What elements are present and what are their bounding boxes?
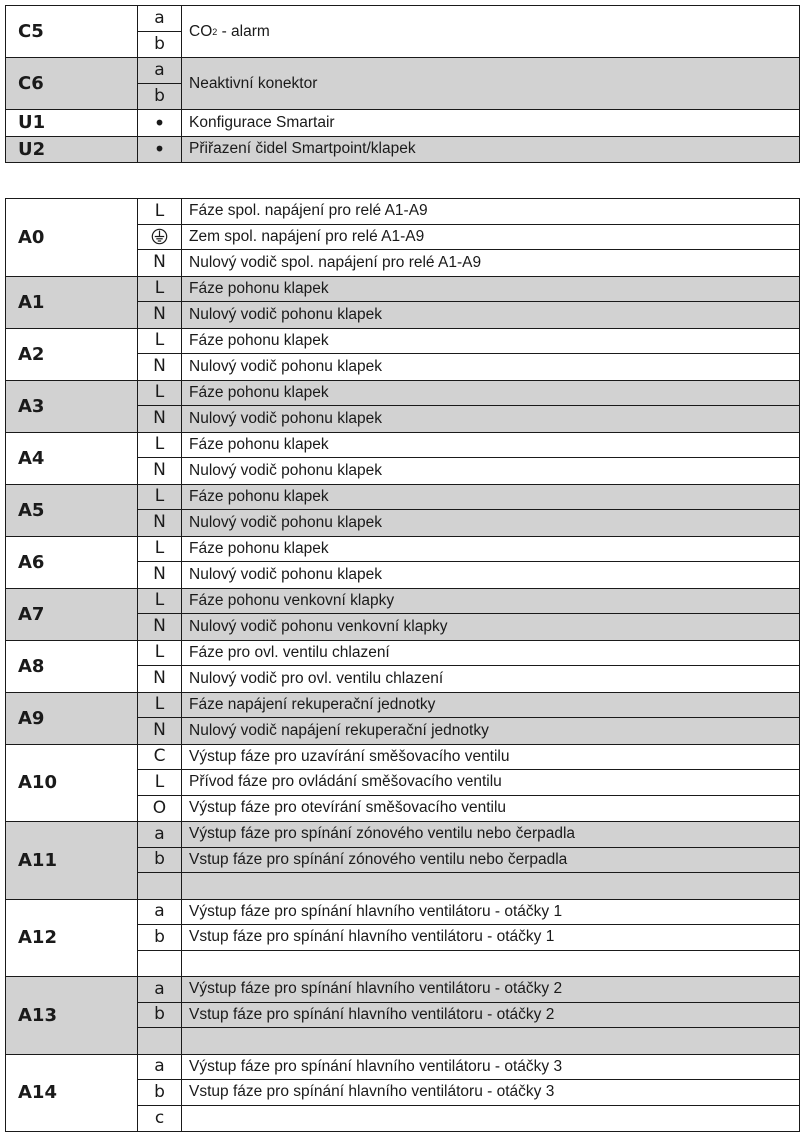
pin-label bbox=[138, 873, 181, 899]
pin-description: Fáze pro ovl. ventilu chlazení bbox=[182, 641, 799, 667]
pin-label: b bbox=[138, 848, 181, 874]
description-column bbox=[182, 381, 799, 432]
pin-label: c bbox=[154, 1107, 165, 1128]
connector-group-u2 bbox=[6, 137, 799, 163]
pin-label bbox=[138, 1028, 181, 1054]
connector-group-a2 bbox=[6, 329, 799, 381]
pin-column bbox=[138, 589, 182, 640]
pin-column bbox=[138, 537, 182, 588]
pin-column bbox=[138, 329, 182, 380]
connector-code: A0 bbox=[6, 199, 138, 276]
pin-label: L bbox=[138, 433, 181, 459]
ground-icon bbox=[151, 228, 168, 245]
description-column bbox=[182, 589, 799, 640]
pin-column bbox=[138, 277, 182, 328]
pin-column bbox=[138, 58, 182, 109]
description-column bbox=[182, 900, 799, 977]
pin-description bbox=[182, 951, 799, 977]
desc-prefix: CO bbox=[189, 22, 213, 40]
connector-code: A3 bbox=[6, 381, 138, 432]
pin-label: L bbox=[138, 770, 181, 796]
connector-group-a0 bbox=[6, 199, 799, 277]
desc-suffix: - alarm bbox=[217, 22, 270, 40]
connector-group-a4 bbox=[6, 433, 799, 485]
pin-description: Nulový vodič pohonu klapek bbox=[189, 357, 383, 375]
pin-description: Výstup fáze pro spínání hlavního ventilátoru - otáčky 1 bbox=[182, 900, 799, 926]
description-column bbox=[182, 977, 799, 1054]
connector-group-a6 bbox=[6, 537, 799, 589]
connector-group-a10 bbox=[6, 745, 799, 823]
pin-description: Vstup fáze pro spínání zónového ventilu nebo čerpadla bbox=[182, 848, 799, 874]
pin-description: Fáze pohonu klapek bbox=[182, 277, 799, 303]
pin-column bbox=[138, 693, 182, 744]
connector-description: Konfigurace Smartair bbox=[189, 113, 335, 131]
pin-label: L bbox=[138, 199, 181, 225]
pin-label: C bbox=[138, 745, 181, 771]
pin-label: L bbox=[138, 693, 181, 719]
connector-group-a13 bbox=[6, 977, 799, 1055]
connector-group-a14 bbox=[6, 1055, 799, 1132]
connector-code: C6 bbox=[6, 58, 138, 109]
connector-description bbox=[182, 6, 799, 57]
pin-description: Výstup fáze pro otevírání směšovacího ventilu bbox=[189, 799, 507, 817]
pin-label: N bbox=[153, 304, 166, 325]
connector-code: A4 bbox=[6, 433, 138, 484]
pin-label: b bbox=[154, 33, 165, 54]
pin-description: Fáze napájení rekuperační jednotky bbox=[182, 693, 799, 719]
pin-column bbox=[138, 745, 182, 822]
description-column bbox=[182, 58, 799, 109]
pin-description: Vstup fáze pro spínání hlavního ventilátoru - otáčky 3 bbox=[182, 1080, 799, 1106]
pin-label: L bbox=[138, 381, 181, 407]
pin-description bbox=[182, 1028, 799, 1054]
pin-label: N bbox=[153, 616, 166, 637]
connector-group-a7 bbox=[6, 589, 799, 641]
pin-column bbox=[138, 900, 182, 977]
pin-label: a bbox=[138, 900, 181, 926]
pin-column bbox=[138, 641, 182, 692]
pin-description: Fáze pohonu klapek bbox=[182, 485, 799, 511]
description-column bbox=[182, 693, 799, 744]
connector-code: A13 bbox=[6, 977, 138, 1054]
pin-label: L bbox=[138, 641, 181, 667]
pin-description: Nulový vodič pohonu klapek bbox=[189, 409, 383, 427]
connector-table-top bbox=[5, 5, 800, 163]
connector-group-a9 bbox=[6, 693, 799, 745]
pin-description: Výstup fáze pro spínání zónového ventilu nebo čerpadla bbox=[182, 822, 799, 848]
pin-description: Nulový vodič pohonu klapek bbox=[189, 461, 383, 479]
pin-label: a bbox=[138, 977, 181, 1003]
pin-label: L bbox=[138, 537, 181, 563]
connector-code: A11 bbox=[6, 822, 138, 899]
description-column bbox=[182, 537, 799, 588]
pin-label: b bbox=[154, 85, 165, 106]
connector-code: A7 bbox=[6, 589, 138, 640]
pin-label: N bbox=[153, 408, 166, 429]
connector-code: A9 bbox=[6, 693, 138, 744]
pin-description: Nulový vodič pohonu klapek bbox=[189, 513, 383, 531]
pin-description: Výstup fáze pro spínání hlavního ventilátoru - otáčky 2 bbox=[182, 977, 799, 1003]
pin-label: N bbox=[153, 356, 166, 377]
connector-code: A5 bbox=[6, 485, 138, 536]
pin-label: N bbox=[153, 460, 166, 481]
pin-label: N bbox=[153, 564, 166, 585]
pin-description: Výstup fáze pro spínání hlavního ventilátoru - otáčky 3 bbox=[182, 1055, 799, 1081]
pin-description: Výstup fáze pro uzavírání směšovacího ventilu bbox=[182, 745, 799, 771]
pin-description: Nulový vodič pro ovl. ventilu chlazení bbox=[189, 669, 444, 687]
connector-code: U2 bbox=[6, 137, 138, 163]
pin-label bbox=[138, 951, 181, 977]
pin-label: N bbox=[153, 668, 166, 689]
pin-label: b bbox=[138, 1003, 181, 1029]
pin-description: Nulový vodič pohonu klapek bbox=[189, 305, 383, 323]
pin-label: L bbox=[138, 329, 181, 355]
description-column bbox=[182, 433, 799, 484]
connector-code: A2 bbox=[6, 329, 138, 380]
pin-column bbox=[138, 822, 182, 899]
pin-description: Nulový vodič pohonu klapek bbox=[189, 565, 383, 583]
connector-group-a12 bbox=[6, 900, 799, 978]
description-column bbox=[182, 485, 799, 536]
connector-code: A6 bbox=[6, 537, 138, 588]
pin-description: Přívod fáze pro ovládání směšovacího ventilu bbox=[182, 770, 799, 796]
description-column bbox=[182, 199, 799, 276]
pin-label: a bbox=[138, 1055, 181, 1081]
connector-code: A12 bbox=[6, 900, 138, 977]
pin-description: Zem spol. napájení pro relé A1-A9 bbox=[182, 225, 799, 251]
pin-description: Fáze pohonu klapek bbox=[182, 433, 799, 459]
pin-description: Fáze pohonu klapek bbox=[182, 381, 799, 407]
connector-group-u1 bbox=[6, 110, 799, 137]
description-column bbox=[182, 137, 799, 163]
pin-description: Vstup fáze pro spínání hlavního ventilátoru - otáčky 2 bbox=[182, 1003, 799, 1029]
pin-column bbox=[138, 977, 182, 1054]
description-column bbox=[182, 110, 799, 136]
desc-subscript: 2 bbox=[212, 26, 218, 37]
pin-column bbox=[138, 137, 182, 163]
pin-label: a bbox=[138, 58, 181, 84]
pin-description: Fáze spol. napájení pro relé A1-A9 bbox=[182, 199, 799, 225]
connector-code: A8 bbox=[6, 641, 138, 692]
connector-code: A1 bbox=[6, 277, 138, 328]
pin-label: a bbox=[138, 6, 181, 32]
pin-label: b bbox=[138, 925, 181, 951]
connector-group-a1 bbox=[6, 277, 799, 329]
connector-code: A10 bbox=[6, 745, 138, 822]
connector-code: A14 bbox=[6, 1055, 138, 1132]
pin-column bbox=[138, 433, 182, 484]
description-column bbox=[182, 822, 799, 899]
pin-ground bbox=[138, 225, 181, 251]
pin-description: Nulový vodič spol. napájení pro relé A1-A9 bbox=[189, 253, 482, 271]
pin-label: N bbox=[153, 720, 166, 741]
connector-description: Neaktivní konektor bbox=[189, 74, 318, 92]
pin-column bbox=[138, 1055, 182, 1132]
description-column bbox=[182, 6, 799, 57]
pin-label: L bbox=[138, 277, 181, 303]
pin-description bbox=[182, 1106, 799, 1132]
connector-group-a8 bbox=[6, 641, 799, 693]
pin-column bbox=[138, 381, 182, 432]
pin-description bbox=[182, 873, 799, 899]
description-column bbox=[182, 641, 799, 692]
connector-code: C5 bbox=[6, 6, 138, 57]
pin-label: N bbox=[153, 252, 166, 273]
description-column bbox=[182, 745, 799, 822]
connector-group-a11 bbox=[6, 822, 799, 900]
connector-group-c6 bbox=[6, 58, 799, 110]
pin-description: Fáze pohonu klapek bbox=[182, 537, 799, 563]
pin-column bbox=[138, 6, 182, 57]
pin-column bbox=[138, 485, 182, 536]
pin-label: O bbox=[152, 797, 167, 818]
pin-label: • bbox=[153, 110, 166, 135]
pin-description: Nulový vodič napájení rekuperační jednotky bbox=[189, 721, 489, 739]
connector-table-relays bbox=[5, 198, 800, 1132]
pin-label: N bbox=[153, 512, 166, 533]
description-column bbox=[182, 277, 799, 328]
pin-description: Fáze pohonu klapek bbox=[182, 329, 799, 355]
pin-label: a bbox=[138, 822, 181, 848]
description-column bbox=[182, 329, 799, 380]
description-column bbox=[182, 1055, 799, 1132]
pin-label: L bbox=[138, 485, 181, 511]
connector-group-a3 bbox=[6, 381, 799, 433]
connector-group-c5 bbox=[6, 6, 799, 58]
pin-column bbox=[138, 199, 182, 276]
connector-group-a5 bbox=[6, 485, 799, 537]
pin-label: L bbox=[138, 589, 181, 615]
pin-label: • bbox=[153, 137, 166, 162]
pin-column bbox=[138, 110, 182, 136]
pin-description: Vstup fáze pro spínání hlavního ventilátoru - otáčky 1 bbox=[182, 925, 799, 951]
pin-label: b bbox=[138, 1080, 181, 1106]
pin-description: Nulový vodič pohonu venkovní klapky bbox=[189, 617, 448, 635]
pin-description: Fáze pohonu venkovní klapky bbox=[182, 589, 799, 615]
connector-code: U1 bbox=[6, 110, 138, 136]
connector-description: Přiřazení čidel Smartpoint/klapek bbox=[189, 140, 416, 158]
